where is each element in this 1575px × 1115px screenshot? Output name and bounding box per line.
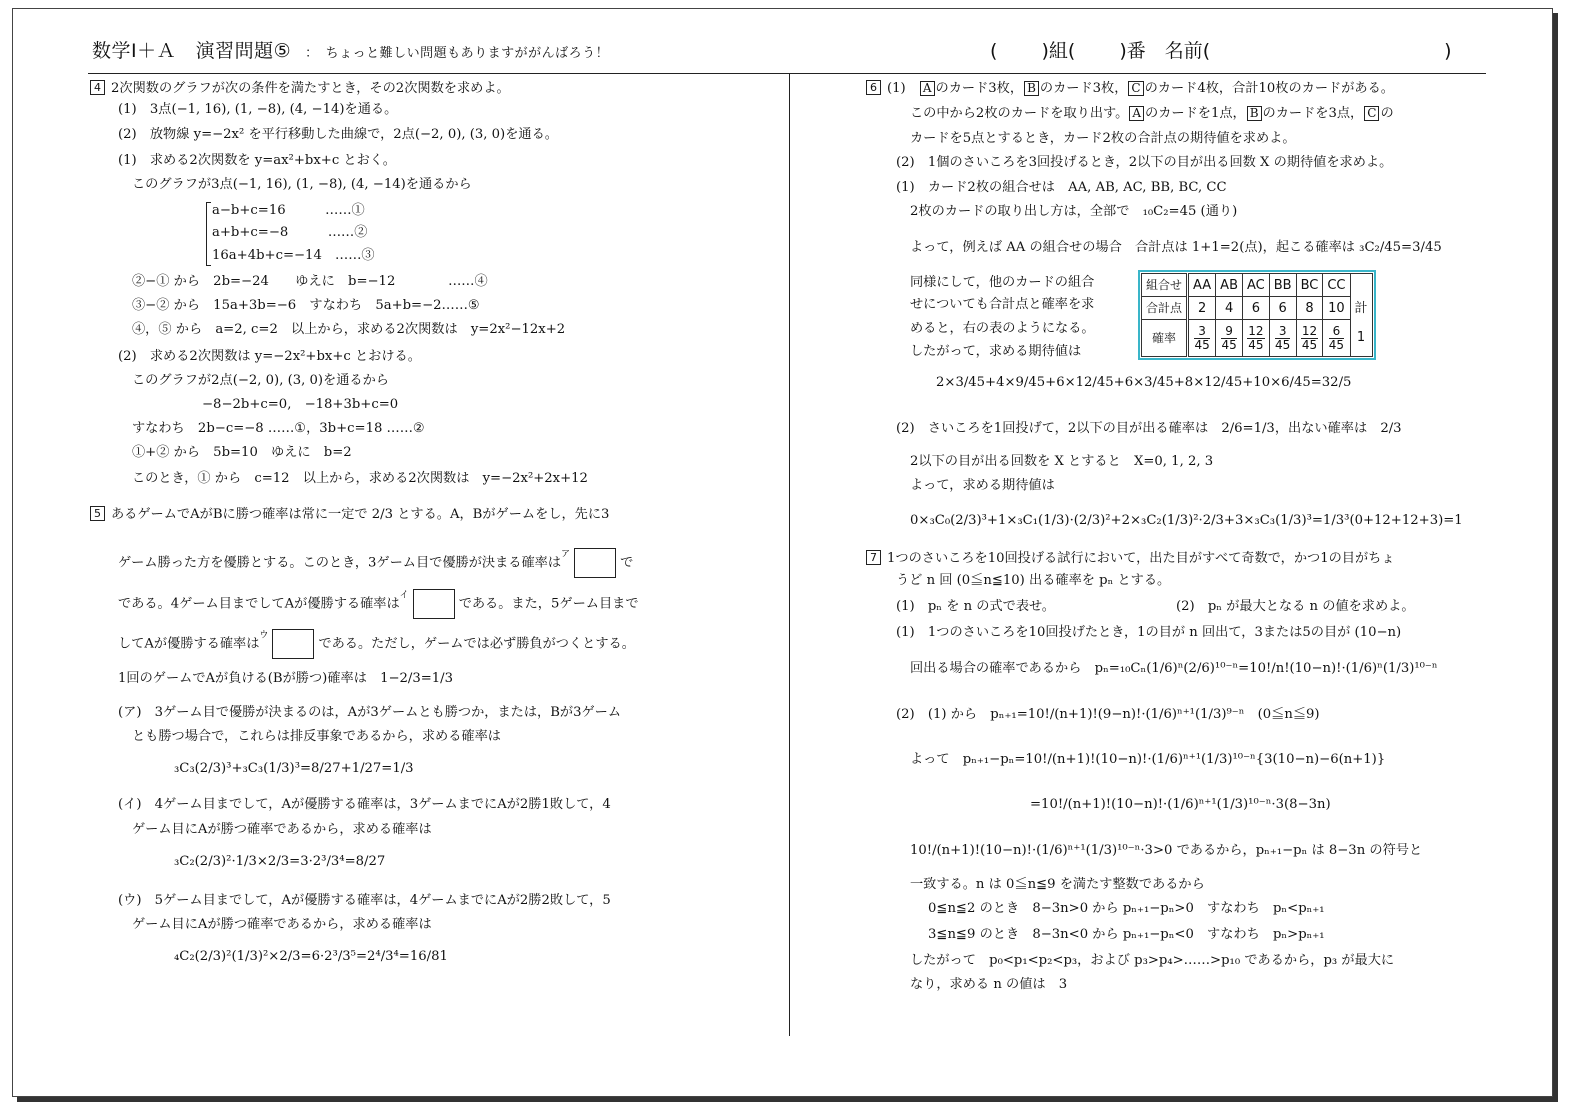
problem-7-part-1: (1) pₙ を n の式で表せ。 bbox=[896, 599, 1055, 614]
solution-line: このとき，① から c=12 以上から，求める2次関数は y=−2x²+2x+12 bbox=[132, 471, 588, 486]
formula-line: ₃C₂(2/3)²·1/3×2/3=3·2³/3⁴=8/27 bbox=[174, 854, 386, 869]
problem-6-part-2: (2) 1個のさいころを3回投げるとき，2以下の目が出る回数 X の期待値を求めよ。 bbox=[896, 155, 1393, 170]
worksheet-title bbox=[92, 36, 609, 63]
answer-box-a[interactable] bbox=[574, 548, 616, 578]
table-cell: AB bbox=[1216, 274, 1243, 297]
solution-line: このグラフが2点(−2, 0), (3, 0)を通るから bbox=[132, 373, 389, 388]
table-cell: CC bbox=[1323, 274, 1350, 297]
table-row bbox=[1142, 274, 1373, 297]
title-subtitle: ： ちょっと難しい問題もありますががんばろう！ bbox=[305, 46, 610, 61]
solution-line: ③−② から 15a+3b=−6 すなわち 5a+b=−2……⑤ bbox=[132, 298, 480, 313]
solution-line: ゲーム目にAが勝つ確率であるから，求める確率は bbox=[132, 917, 432, 932]
solution-line: よって，例えば AA の組合せの場合 合計点は 1+1=2(点)，起こる確率は ₃C₂/45=3/45 bbox=[910, 240, 1442, 255]
table-cell: 2 bbox=[1188, 297, 1216, 320]
table-cell: $\frac{12}{45}$ bbox=[1296, 320, 1323, 357]
title-text: 数学Ⅰ＋Ａ 演習問題⑤ bbox=[92, 40, 292, 62]
solution-line: 同様にして，他のカードの組合 bbox=[910, 275, 1095, 290]
problem-number: 6 bbox=[866, 80, 881, 95]
table-row bbox=[1142, 320, 1373, 357]
solution-line: (1) 1つのさいころを10回投げたとき，1の目が n 回出て，3または5の目が (10−n) bbox=[896, 625, 1402, 640]
solution-line: すなわち 2b−c=−8 ……①，3b+c=18 ……② bbox=[132, 421, 425, 436]
table-cell: AC bbox=[1242, 274, 1269, 297]
solution-line: 2枚のカードの取り出し方は，全部で ₁₀C₂=45 (通り) bbox=[910, 204, 1238, 219]
solution-line: なり，求める n の値は 3 bbox=[910, 977, 1068, 992]
table-cell: $\frac{3}{45}$ bbox=[1269, 320, 1296, 357]
column-divider bbox=[789, 74, 790, 1036]
table-cell: 6 bbox=[1242, 297, 1269, 320]
problem-7-part-2: (2) pₙ が最大となる n の値を求めよ。 bbox=[1176, 599, 1415, 614]
problem-number: 4 bbox=[90, 80, 105, 95]
answer-box-i[interactable] bbox=[413, 589, 455, 619]
solution-line: ④，⑤ から a=2, c=2 以上から，求める2次関数は y=2x²−12x+2 bbox=[132, 322, 566, 337]
table-cell: $\frac{12}{45}$ bbox=[1242, 320, 1269, 357]
formula-line: ₄C₂(2/3)²(1/3)²×2/3=6·2³/3⁵=2⁴/3⁴=16/81 bbox=[174, 949, 448, 964]
table-cell: $\frac{3}{45}$ bbox=[1188, 320, 1216, 357]
solution-line: (ア) 3ゲーム目で優勝が決まるのは，Aが3ゲームとも勝つか，または，Bが3ゲーム bbox=[118, 705, 622, 720]
problem-4-statement: 4 2次関数のグラフが次の条件を満たすとき，その2次関数を求めよ。 bbox=[90, 80, 510, 95]
solution-line: ゲーム目にAが勝つ確率であるから，求める確率は bbox=[132, 822, 432, 837]
solution-line: ②−① から 2b=−24 ゆえに b=−12 ……④ bbox=[132, 274, 488, 289]
table-row bbox=[1142, 297, 1373, 320]
equation-1: a−b+c=16 ……① bbox=[212, 203, 365, 218]
table-cell: 合計点 bbox=[1142, 297, 1188, 320]
formula-line: よって pₙ₊₁−pₙ=10!/(n+1)!(10−n)!·(1/6)ⁿ⁺¹(1/3)¹⁰⁻ⁿ{3(10−n)−6(n+1)} bbox=[910, 752, 1386, 767]
formula-line: 2×3/45+4×9/45+6×12/45+6×3/45+8×12/45+10×6/45=32/5 bbox=[936, 375, 1352, 390]
solution-line: とも勝つ場合で，これらは排反事象であるから，求める確率は bbox=[132, 729, 501, 744]
formula-line: =10!/(n+1)!(10−n)!·(1/6)ⁿ⁺¹(1/3)¹⁰⁻ⁿ·3(8−3n) bbox=[1030, 797, 1331, 812]
table-cell: 1 bbox=[1350, 320, 1372, 357]
problem-4-part-2: (2) 放物線 y=−2x² を平行移動した曲線で，2点(−2, 0), (3, 0)を通る。 bbox=[118, 127, 558, 142]
problem-5-line: してAが優勝する確率は$^ウ$である。ただし，ゲームでは必ず勝負がつくとする。 bbox=[118, 629, 635, 659]
problem-7-line: うど n 回 (0≦n≦10) 出る確率を pₙ とする。 bbox=[896, 573, 1171, 588]
table-cell bbox=[1350, 274, 1372, 297]
formula-line: 10!/(n+1)!(10−n)!·(1/6)ⁿ⁺¹(1/3)¹⁰⁻ⁿ·3>0 であるから，pₙ₊₁−pₙ は 8−3n の符号と bbox=[910, 843, 1423, 858]
solution-line: (イ) 4ゲーム目までして，Aが優勝する確率は，3ゲームまでにAが2勝1敗して，4 bbox=[118, 797, 611, 812]
problem-4-part-1: (1) 3点(−1, 16), (1, −8), (4, −14)を通る。 bbox=[118, 102, 398, 117]
solution-line: (2) 求める2次関数は y=−2x²+bx+c とおける。 bbox=[118, 349, 421, 364]
problem-6-statement: 6 (1) A のカード3枚， B のカード3枚， C のカード4枚，合計10枚のカードがある。 bbox=[866, 80, 1394, 96]
student-name-field[interactable]: ( )組( )番 名前( ) bbox=[990, 40, 1452, 62]
answer-box-u[interactable] bbox=[272, 629, 314, 659]
problem-number: 5 bbox=[90, 506, 105, 521]
solution-line: ①+② から 5b=10 ゆえに b=2 bbox=[132, 445, 352, 460]
solution-line: (1) カード2枚の組合せは AA, AB, AC, BB, BC, CC bbox=[896, 180, 1227, 195]
table-cell: 6 bbox=[1269, 297, 1296, 320]
table-cell: BC bbox=[1296, 274, 1323, 297]
solution-line: めると，右の表のようになる。 bbox=[910, 321, 1095, 336]
formula-line: 回出る場合の確率であるから pₙ=₁₀Cₙ(1/6)ⁿ(2/6)¹⁰⁻ⁿ=10!/n!(10−n)!·(1/6)ⁿ(1/3)¹⁰⁻ⁿ bbox=[910, 661, 1438, 676]
problem-5-statement: 5 あるゲームでAがBに勝つ確率は常に一定で 2/3 とする。A，Bがゲームをし，先に3 bbox=[90, 506, 609, 521]
solution-line: 一致する。n は 0≦n≦9 を満たす整数であるから bbox=[910, 877, 1205, 892]
table-cell: 確率 bbox=[1142, 320, 1188, 357]
problem-5-line: である。4ゲーム目までしてAが優勝する確率は$^イ$である。また，5ゲーム目まで bbox=[118, 589, 639, 619]
formula-line: ₃C₃(2/3)³+₃C₃(1/3)³=8/27+1/27=1/3 bbox=[174, 761, 414, 776]
header-divider bbox=[88, 73, 1486, 74]
table-cell: 10 bbox=[1323, 297, 1350, 320]
equation-brace bbox=[206, 202, 211, 266]
solution-line: 3≦n≦9 のとき 8−3n<0 から pₙ₊₁−pₙ<0 すなわち pₙ>pₙ₊₁ bbox=[928, 927, 1325, 942]
table-cell: 組合せ bbox=[1142, 274, 1188, 297]
formula-line: 0×₃C₀(2/3)³+1×₃C₁(1/3)·(2/3)²+2×₃C₂(1/3)²·2/3+3×₃C₃(1/3)³=1/3³(0+12+12+3)=1 bbox=[910, 513, 1463, 528]
solution-line: (2) さいころを1回投げて，2以下の目が出る確率は 2/6=1/3，出ない確率は 2/3 bbox=[896, 421, 1402, 436]
solution-line: したがって p₀<p₁<p₂<p₃，および p₃>p₄>……>p₁₀ であるから，p₃ が最大に bbox=[910, 953, 1395, 968]
table-cell: $\frac{9}{45}$ bbox=[1216, 320, 1243, 357]
score-probability-table bbox=[1141, 273, 1373, 357]
solution-line: せについても合計点と確率を求 bbox=[910, 297, 1095, 312]
solution-line: 0≦n≦2 のとき 8−3n>0 から pₙ₊₁−pₙ>0 すなわち pₙ<pₙ₊₁ bbox=[928, 901, 1325, 916]
solution-line: 1回のゲームでAが負ける(Bが勝つ)確率は 1−2/3=1/3 bbox=[118, 671, 454, 686]
table-cell: 4 bbox=[1216, 297, 1243, 320]
solution-line: (1) 求める2次関数を y=ax²+bx+c とおく。 bbox=[118, 153, 396, 168]
solution-line: −8−2b+c=0, −18+3b+c=0 bbox=[202, 397, 399, 412]
table-cell: $\frac{6}{45}$ bbox=[1323, 320, 1350, 357]
formula-line: (2) (1) から pₙ₊₁=10!/(n+1)!(9−n)!·(1/6)ⁿ⁺¹(1/3)⁹⁻ⁿ (0≦n≦9) bbox=[896, 707, 1320, 722]
equation-3: 16a+4b+c=−14 ……③ bbox=[212, 248, 375, 263]
solution-line: 2以下の目が出る回数を X とすると X=0, 1, 2, 3 bbox=[910, 454, 1214, 469]
table-cell: 8 bbox=[1296, 297, 1323, 320]
problem-7-statement: 7 1つのさいころを10回投げる試行において，出た目がすべて奇数で，かつ1の目がちょ bbox=[866, 550, 1395, 565]
table-cell: 計 bbox=[1350, 297, 1372, 320]
problem-5-line: ゲーム勝った方を優勝とする。このとき，3ゲーム目で優勝が決まる確率は$^ア$で bbox=[118, 548, 633, 578]
table-cell: BB bbox=[1269, 274, 1296, 297]
solution-line: (ウ) 5ゲーム目までして，Aが優勝する確率は，4ゲームまでにAが2勝2敗して，5 bbox=[118, 893, 611, 908]
problem-6-line: この中から2枚のカードを取り出す。 A のカードを1点， B のカードを3点， C の bbox=[910, 106, 1394, 121]
table-cell: AA bbox=[1188, 274, 1216, 297]
problem-6-line: カードを5点とするとき，カード2枚の合計点の期待値を求めよ。 bbox=[910, 131, 1296, 146]
equation-2: a+b+c=−8 ……② bbox=[212, 225, 368, 240]
problem-number: 7 bbox=[866, 550, 881, 565]
solution-line: よって，求める期待値は bbox=[910, 478, 1055, 493]
solution-line: したがって，求める期待値は bbox=[910, 344, 1082, 359]
solution-line: このグラフが3点(−1, 16), (1, −8), (4, −14)を通るから bbox=[132, 177, 472, 192]
